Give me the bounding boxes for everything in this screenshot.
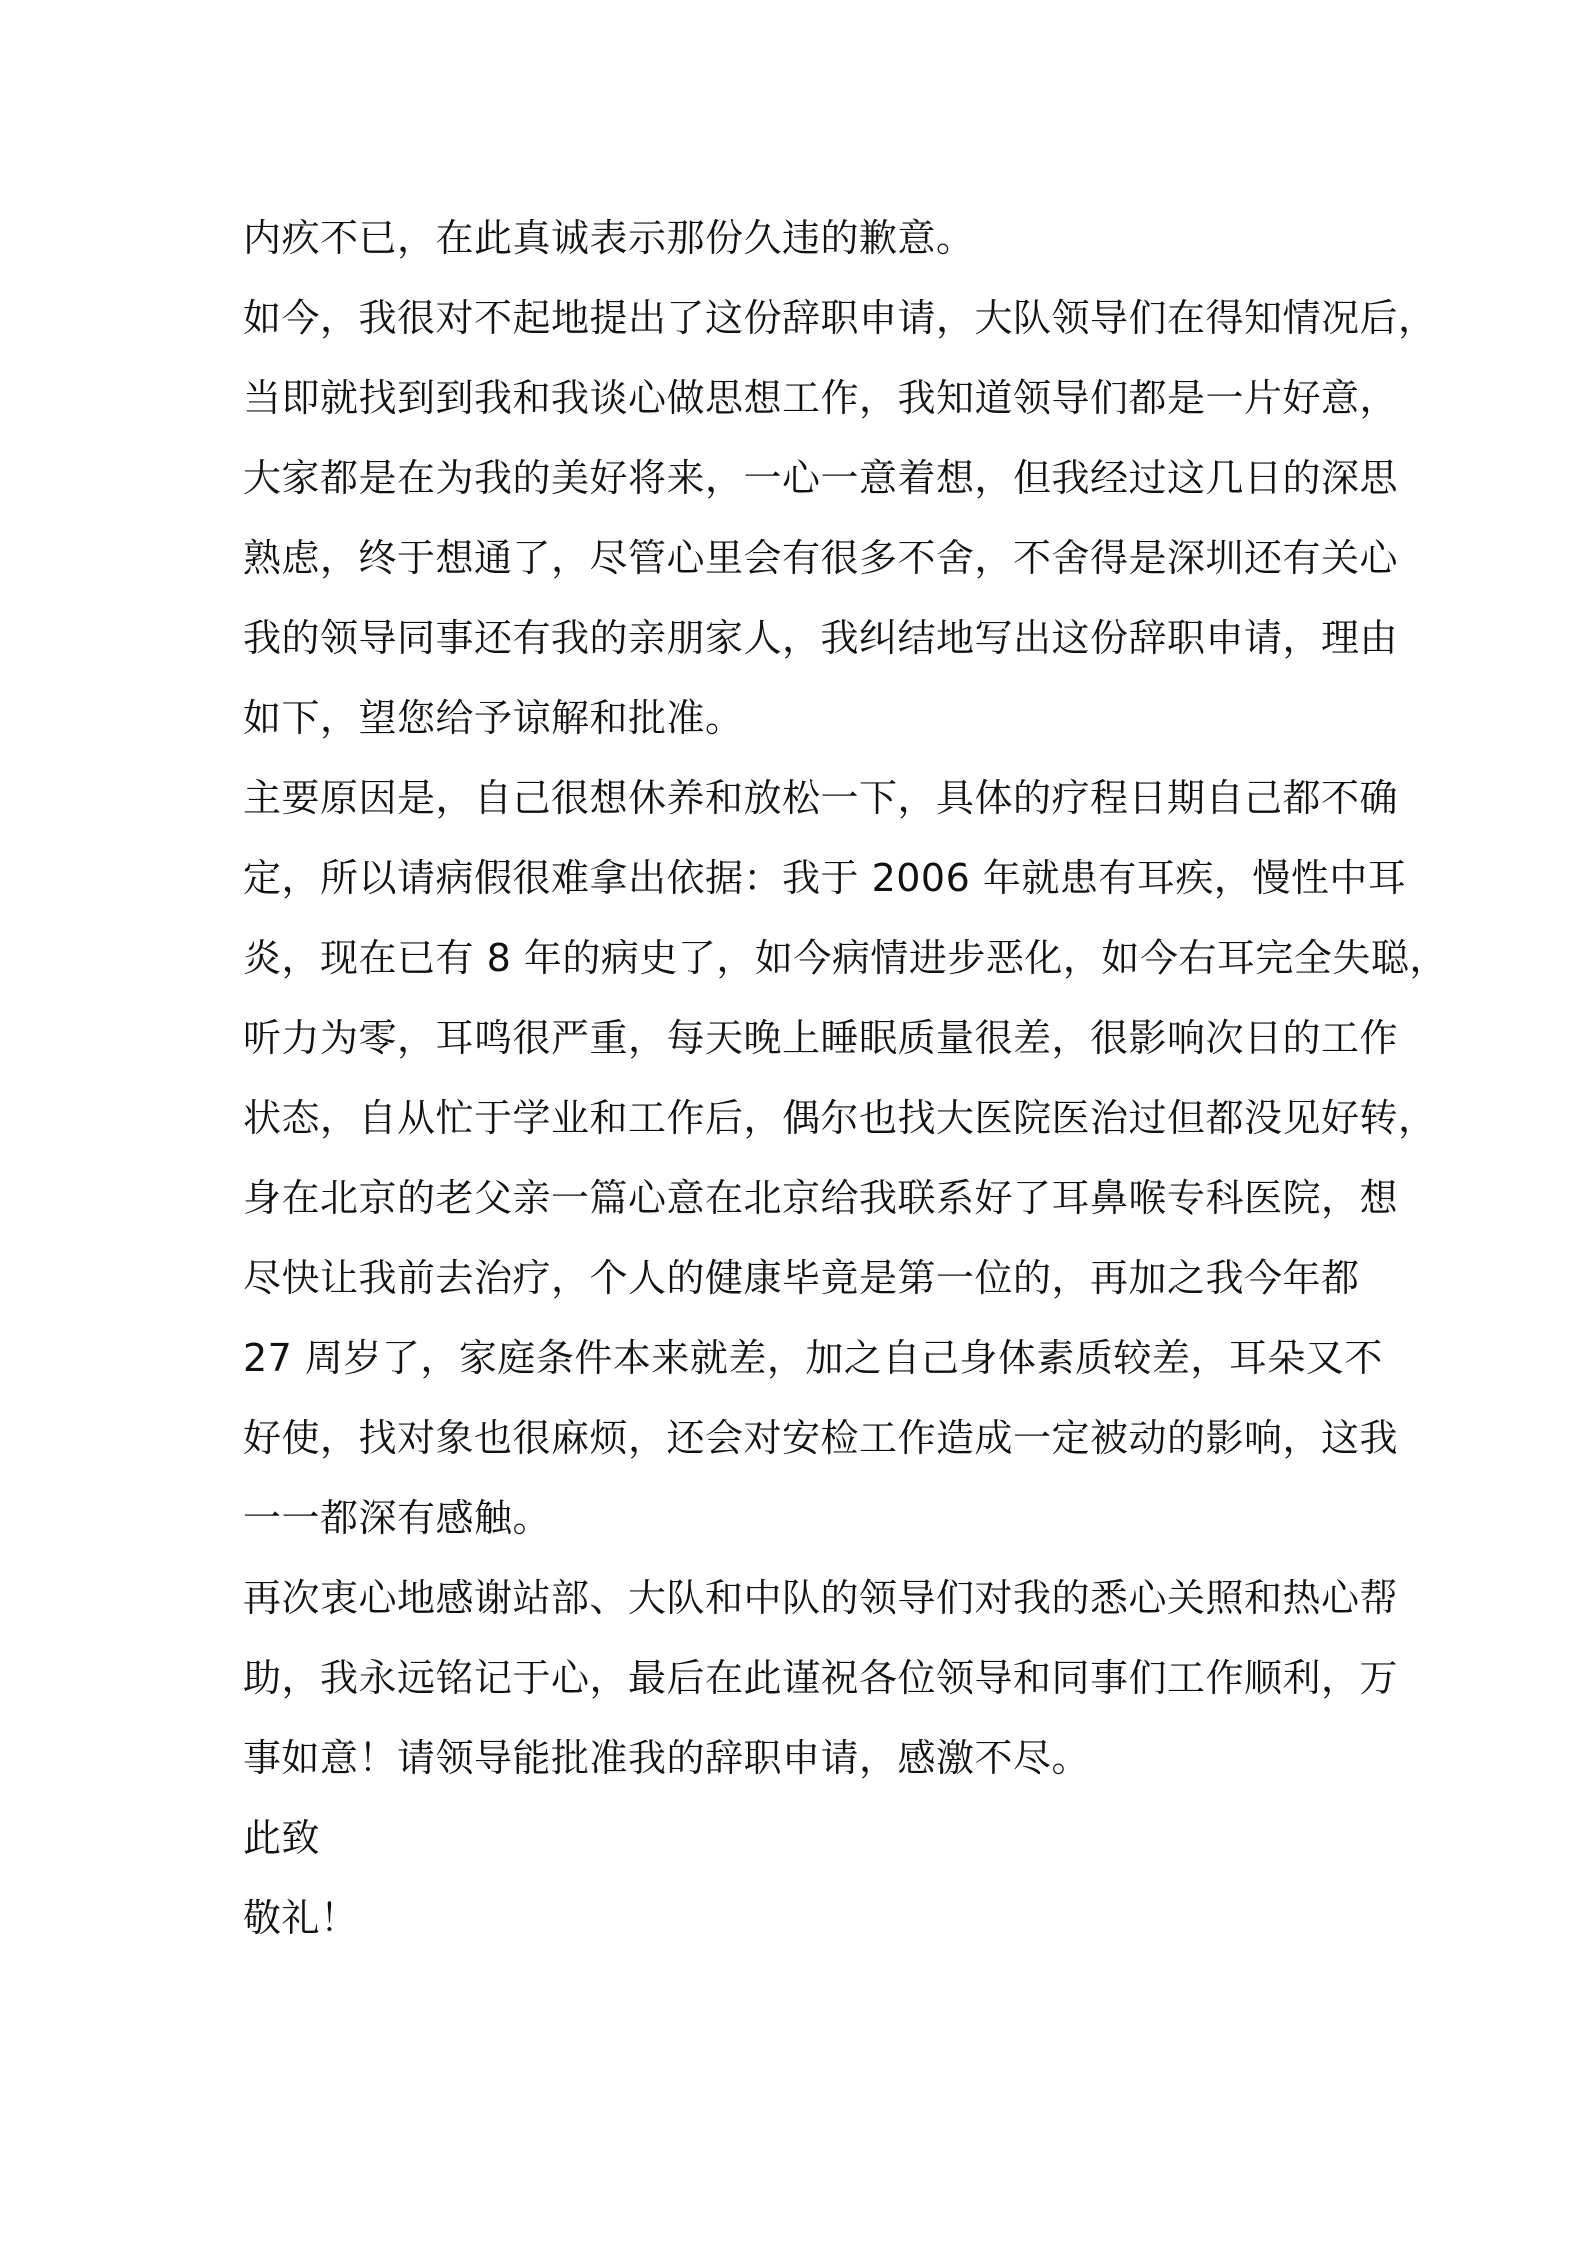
text-line: 助，我永远铭记于心，最后在此谨祝各位领导和同事们工作顺利，万 [243,1656,1399,1700]
text-line: 炎，现在已有 8 年的病史了，如今病情进步恶化，如今右耳完全失聪， [243,936,1448,980]
text-line: 如今，我很对不起地提出了这份辞职申请，大队领导们在得知情况后， [243,296,1437,340]
text-line: 内疚不已，在此真诚表示那份久违的歉意。 [243,216,975,260]
closing-line: 此致 [243,1816,321,1860]
text-line: 定，所以请病假很难拿出依据：我于 2006 年就患有耳疾，慢性中耳 [243,856,1407,900]
text-line: 如下，望您给予谅解和批准。 [243,696,744,740]
text-line: 事如意！请领导能批准我的辞职申请，感激不尽。 [243,1736,1091,1780]
text-line: 状态，自从忙于学业和工作后，偶尔也找大医院医治过但都没见好转， [243,1096,1437,1140]
text-line: 当即就找到到我和我谈心做思想工作，我知道领导们都是一片好意， [243,376,1399,420]
text-line: 一一都深有感触。 [243,1496,552,1540]
document-body [243,198,1448,1958]
text-line: 主要原因是，自己很想休养和放松一下，具体的疗程日期自己都不确 [243,776,1399,820]
text-line: 熟虑，终于想通了，尽管心里会有很多不舍，不舍得是深圳还有关心 [243,536,1399,580]
text-line: 27 周岁了，家庭条件本来就差，加之自己身体素质较差，耳朵又不 [243,1336,1383,1380]
text-line: 我的领导同事还有我的亲朋家人，我纠结地写出这份辞职申请，理由 [243,616,1399,660]
text-line: 再次衷心地感谢站部、大队和中队的领导们对我的悉心关照和热心帮 [243,1576,1399,1620]
text-line: 大家都是在为我的美好将来，一心一意着想，但我经过这几日的深思 [243,456,1399,500]
text-line: 身在北京的老父亲一篇心意在北京给我联系好了耳鼻喉专科医院，想 [243,1176,1399,1220]
text-line: 听力为零，耳鸣很严重，每天晚上睡眠质量很差，很影响次日的工作 [243,1016,1399,1060]
text-line: 好使，找对象也很麻烦，还会对安检工作造成一定被动的影响，这我 [243,1416,1399,1460]
salutation-line: 敬礼！ [243,1896,359,1940]
text-line: 尽快让我前去治疗，个人的健康毕竟是第一位的，再加之我今年都 [243,1256,1360,1300]
